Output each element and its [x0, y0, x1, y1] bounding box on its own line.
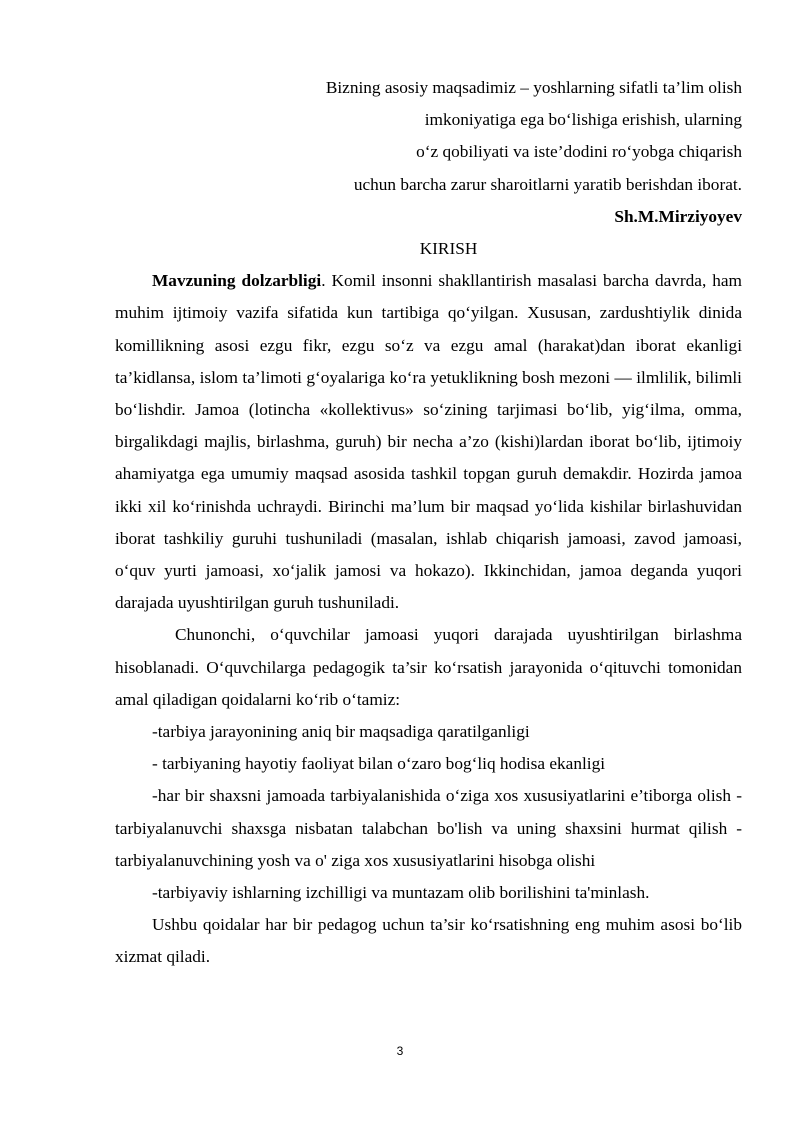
- epigraph-line: Bizning asosiy maqsadimiz – yoshlarning sifatli ta’lim olish: [325, 78, 742, 97]
- epigraph-line: o‘z qobiliyati va iste’dodini ro‘yobga chiqarish: [416, 142, 742, 162]
- list-item: -tarbiya jarayonining aniq bir maqsadiga qaratilganligi: [152, 722, 530, 742]
- page-number: 3: [396, 1044, 404, 1058]
- paragraph-relevance: [115, 265, 742, 619]
- paragraph-conclusion: Ushbu qoidalar har bir pedagog uchun ta’sir ko‘rsatishning eng muhim asosi bo‘lib xizmat qiladi.: [115, 915, 742, 967]
- paragraph-lead: Mavzuning dolzarbligi: [152, 271, 322, 291]
- page-content: [115, 72, 742, 974]
- epigraph-line: uchun barcha zarur sharoitlarni yaratib berishdan iborat.: [353, 174, 742, 194]
- epigraph: [115, 72, 742, 201]
- list-item: - tarbiyaning hayotiy faoliyat bilan o‘zaro bog‘liq hodisa ekanligi: [152, 754, 606, 774]
- list-item: -tarbiyaviy ishlarning izchilligi va muntazam olib borilishini ta'minlash.: [152, 883, 650, 903]
- section-title: KIRISH: [419, 239, 478, 259]
- paragraph-text: . Komil insonni shakllantirish masalasi barcha davrda, ham muhim ijtimoiy vazifa sifatida kun tartibiga qo‘yilgan. Xususan, zardushtiylik dinida komillikning asosi ezgu fikr, ezgu so‘z va ezgu amal (harakat)dan iborat ekanligi ta’kidlansa, islom ta’limoti g‘oyalariga ko‘ra yetuklikning bosh mezoni — ilmlilik, bilimli bo‘lishdir. Jamoa (lotincha «kollektivus» so‘zining tarjimasi bo‘lib, yig‘ilma, omma, birgalikdagi majlis, birlashma, guruh) bir necha a’zo (kishi)lardan iborat bo‘lib, ijtimoiy ahamiyatga ega umumiy maqsad asosida tashkil topgan guruh demakdir. Hozirda jamoa ikki xil ko‘rinishda uchraydi. Birinchi ma’lum bir maqsad yo‘lida kishilar birlashuvidan iborat tashkiliy guruhi tushuniladi (masalan, ishlab chiqarish jamoasi, zavod jamoasi, o‘quv yurti jamoasi, xo‘jalik jamosi va hokazo). Ikkinchidan, jamoa deganda yuqori darajada uyushtirilgan guruh tushuniladi.: [115, 271, 742, 613]
- paragraph-collective: Chunonchi, o‘quvchilar jamoasi yuqori darajada uyushtirilgan birlashma hisoblanadi. O‘quvchilarga pedagogik ta’sir ko‘rsatish jarayonida o‘qituvchi tomonidan amal qiladigan qoidalarni ko‘rib o‘tamiz:: [115, 625, 742, 709]
- epigraph-author: Sh.M.Mirziyoyev: [614, 206, 742, 226]
- epigraph-line: imkoniyatiga ega bo‘lishiga erishish, ularning: [424, 110, 742, 130]
- list-item: -har bir shaxsni jamoada tarbiyalanishida o‘ziga xos xususiyatlarini e’tiborga olish -tarbiyalanuvchi shaxsga nisbatan talabchan bo'lish va uning shaxsini hurmat qilish - tarbiyalanuvchining yosh va o' ziga xos xususiyatlarini hisobga olishi: [115, 786, 742, 870]
